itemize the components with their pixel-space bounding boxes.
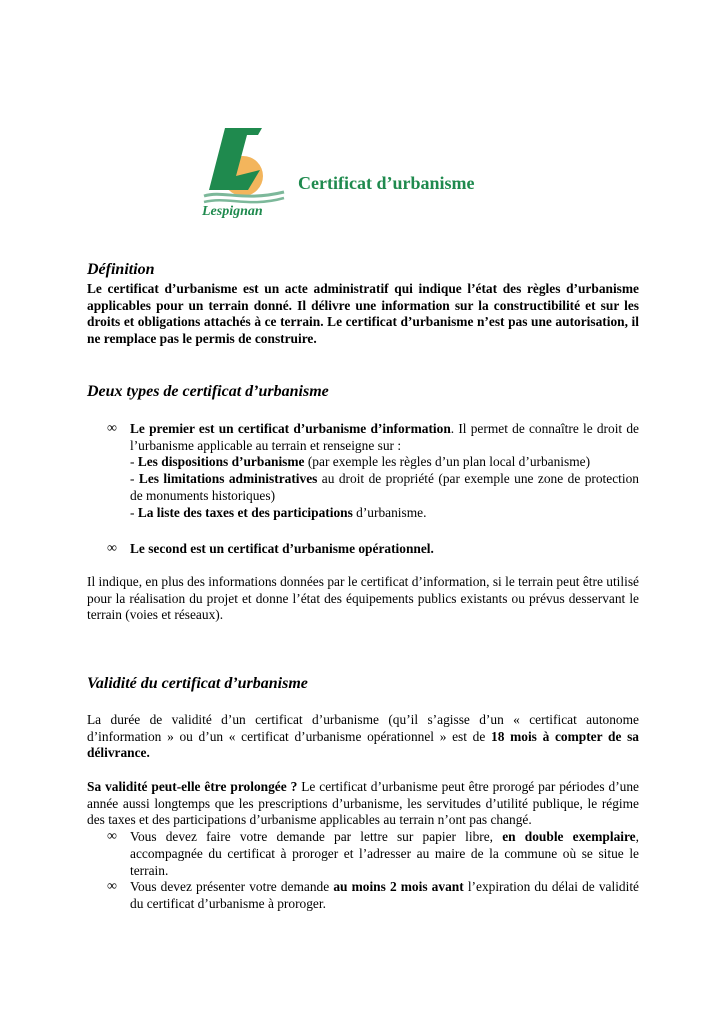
types-section [87,382,639,402]
infinity-bullet-icon: ∞ [107,541,117,556]
first-type-bold: Le premier est un certificat d’urbanisme d’information [130,421,451,436]
bullet2-bold: au moins 2 mois avant [333,879,464,895]
sub-item-text: d’urbanisme. [352,504,427,520]
logo-wave-2 [204,198,284,202]
first-type-text: . Il permet de connaître le droit de l’urbanisme applicable au terrain et renseigne sur : [130,421,639,453]
page-title: Certificat d’urbanisme [298,173,475,193]
sub-item-prefix: - [130,504,138,520]
types-first-block [87,421,639,521]
sub-item-text: au droit de propriété (par exemple une zone de protection de monuments historiques) [130,471,639,503]
validity-p2-block [87,779,639,913]
infinity-bullet-icon: ∞ [107,829,117,845]
definition-section [87,260,639,348]
sub-item-dispositions [130,454,639,471]
validity-p2-text: Le certificat d’urbanisme peut être prorogé par périodes d’une année aussi longtemps que les prescriptions d’urbanisme, les servitudes d’utilité publique, le régime des taxes et des participations d’urbanisme applicables au terrain n’ont pas changé. [87,779,639,828]
definition-text: Le certificat d’urbanisme est un acte administratif qui indique l’état des règles d’urbanisme applicables pour un terrain donné. Il délivre une information sur la constructibilité et sur les droits et obligations attachés à ce terrain. Le certificat d’urbanisme n’est pas une autorisation, il ne remplace pas le permis de construire. [87,281,639,347]
validity-paragraph-1 [87,712,639,762]
bullet-demande-lettre [87,829,639,879]
types-second-block [87,541,639,558]
sub-item-bold: Les dispositions d’urbanisme [137,454,305,470]
validity-heading: Validité du certificat d’urbanisme [87,675,308,692]
definition-heading: Définition [87,261,155,278]
bullet1-bold: en double exemplaire [502,829,636,845]
bullet1-text-b: , accompagnée du certificat à proroger et l’adresser au maire de la commune où se situe le terrain. [130,829,639,878]
validity-p2-bold: Sa validité peut-elle être prolongée ? [87,779,298,794]
bullet-second-type [87,541,639,558]
validity-p1-block [87,712,639,762]
bullet2-text-a: Vous devez présenter votre demande [130,879,334,895]
validity-paragraph-2 [87,779,639,829]
second-type-bold: Le second est un certificat d’urbanisme opérationnel. [130,541,434,556]
types-heading: Deux types de certificat d’urbanisme [87,383,329,400]
logo-graphic [198,124,288,222]
sub-item-bold: Les limitations administratives [138,471,318,487]
sub-item-taxes [130,505,639,522]
logo-text: Lespignan [202,204,263,219]
bullet1-text-a: Vous devez faire votre demande par lettre sur papier libre, [130,829,503,845]
types-after-block [87,574,639,624]
sub-item-prefix: - [130,471,139,487]
sub-item-prefix: - [130,454,138,470]
infinity-bullet-icon: ∞ [107,421,117,436]
lespignan-logo [198,124,288,222]
bullet-delai [87,879,639,912]
sub-item-text: (par exemple les règles d’un plan local d’urbanisme) [304,454,591,470]
validity-p1-text: La durée de validité d’un certificat d’urbanisme (qu’il s’agisse d’un « certificat autonome d’information » ou d’un « certificat d’urbanisme opérationnel » est de [87,712,639,744]
infinity-bullet-icon: ∞ [107,879,117,895]
bullet2-text-b: l’expiration du délai de validité du certificat d’urbanisme à proroger. [130,879,640,911]
validity-section [87,674,639,694]
sub-item-limitations [130,471,639,504]
types-after-text: Il indique, en plus des informations données par le certificat d’information, si le terrain peut être utilisé pour la réalisation du projet et donne l’état des équipements publics existants ou prévus desservant le terrain (voies et réseaux). [87,574,639,623]
validity-p1-bold: 18 mois à compter de sa délivrance. [87,728,640,761]
bullet-first-type [87,421,639,521]
sub-item-bold: La liste des taxes et des participations [137,504,353,520]
